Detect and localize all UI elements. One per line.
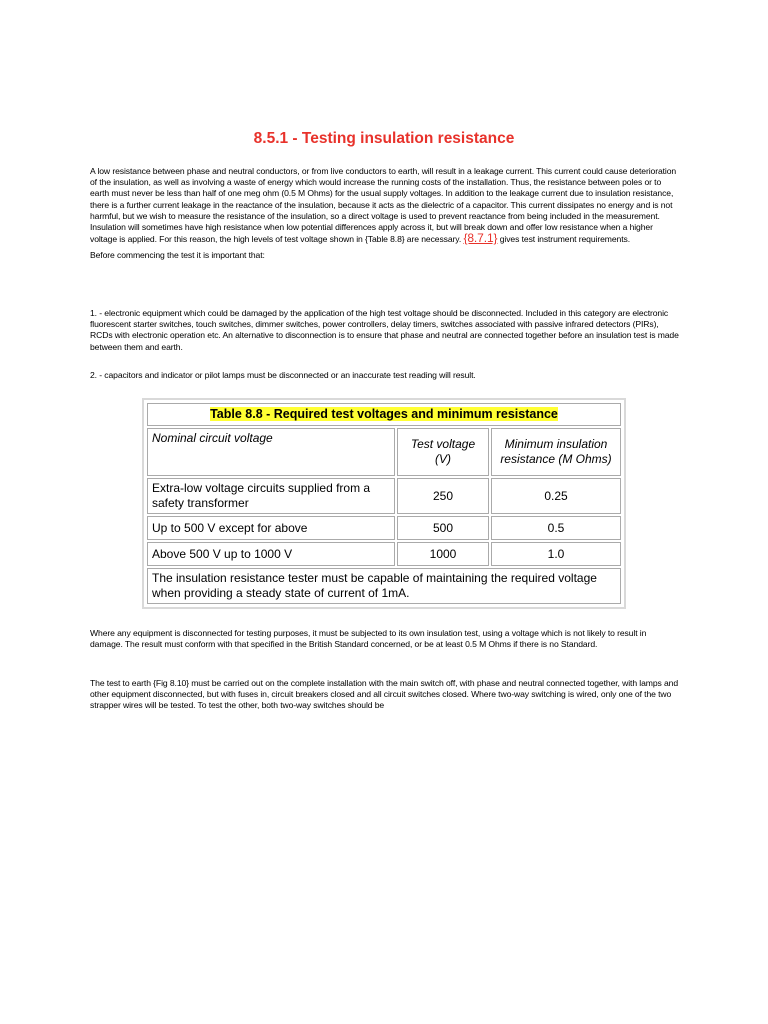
table-cell: 250 xyxy=(397,478,489,514)
table-caption-cell xyxy=(147,403,621,426)
table-cell: 0.25 xyxy=(491,478,621,514)
table-cell: Above 500 V up to 1000 V xyxy=(147,542,395,566)
table-cell: 500 xyxy=(397,516,489,540)
table-cell: 1.0 xyxy=(491,542,621,566)
item-2-paragraph: 2. - capacitors and indicator or pilot lamps must be disconnected or an inaccurate test reading will result. xyxy=(90,370,476,380)
intro-text: A low resistance between phase and neutral conductors, or from live conductors to earth, will result in a leakage current. This current could cause deterioration of the insulation, as well as involving a waste of energy which would increase the running costs of the installation. Thus, the resistance between poles or to earth must never be less than half of one meg ohm (0.5 M Ohms) for the usual supply voltages. In addition to the leakage current due to insulation resistance, there is a further current leakage in the reactance of the insulation, because it acts as the dielectric of a capacitor. This current dissipates no energy and is not harmful, but we wish to measure the resistance of the insulation, so a direct voltage is used to prevent reactance from being included in the measurement. Insulation will sometimes have high resistance when low potential differences apply across it, but will break down and offer low resistance when a higher voltage is applied. For this reason, the high levels of test voltage shown in {Table 8.8} are necessary. xyxy=(90,166,677,245)
header-test-voltage: Test voltage (V) xyxy=(397,428,489,476)
test-voltage-table xyxy=(142,398,626,609)
intro-paragraph xyxy=(90,166,680,245)
table-cell: Up to 500 V except for above xyxy=(147,516,395,540)
table-cell: Extra-low voltage circuits supplied from a safety transformer xyxy=(147,478,395,514)
table-caption: Table 8.8 - Required test voltages and minimum resistance xyxy=(210,407,558,421)
table-footnote: The insulation resistance tester must be capable of maintaining the required voltage when providing a steady state of current of 1mA. xyxy=(147,568,621,604)
section-title: 8.5.1 - Testing insulation resistance xyxy=(253,130,515,147)
header-nominal-voltage: Nominal circuit voltage xyxy=(147,428,395,476)
intro-tail-text: gives test instrument requirements. xyxy=(499,234,630,245)
equipment-test-paragraph: Where any equipment is disconnected for testing purposes, it must be subjected to its own insulation test, using a voltage which is not likely to result in damage. The result must conform with that specified in the British Standard concerned, or be at least 0.5 M Ohms if there is no Standard. xyxy=(90,628,647,650)
table-cell: 1000 xyxy=(397,542,489,566)
table-cell: 0.5 xyxy=(491,516,621,540)
before-test-paragraph: Before commencing the test it is important that: xyxy=(90,250,265,260)
header-min-resistance: Minimum insulation resistance (M Ohms) xyxy=(491,428,621,476)
section-link-8-7-1[interactable]: {8.7.1} xyxy=(463,231,498,246)
earth-test-paragraph: The test to earth {Fig 8.10} must be carried out on the complete installation with the main switch off, with phase and neutral connected together, with lamps and other equipment disconnected, but with fuses in, circuit breakers closed and all circuit switches closed. Where two-way switching is wired, only one of the two strapper wires will be tested. To test the other, both two-way switches should be xyxy=(90,678,679,711)
item-1-paragraph: 1. - electronic equipment which could be damaged by the application of the high test voltage should be disconnected. Included in this category are electronic fluorescent starter switches, touch switches, dimmer switches, power controllers, delay timers, switches associated with passive infrared detectors (PIRs), RCDs with electronic operation etc. An alternative to disconnection is to ensure that phase and neutral are connected together before an insulation test is made between them and earth. xyxy=(90,308,679,352)
